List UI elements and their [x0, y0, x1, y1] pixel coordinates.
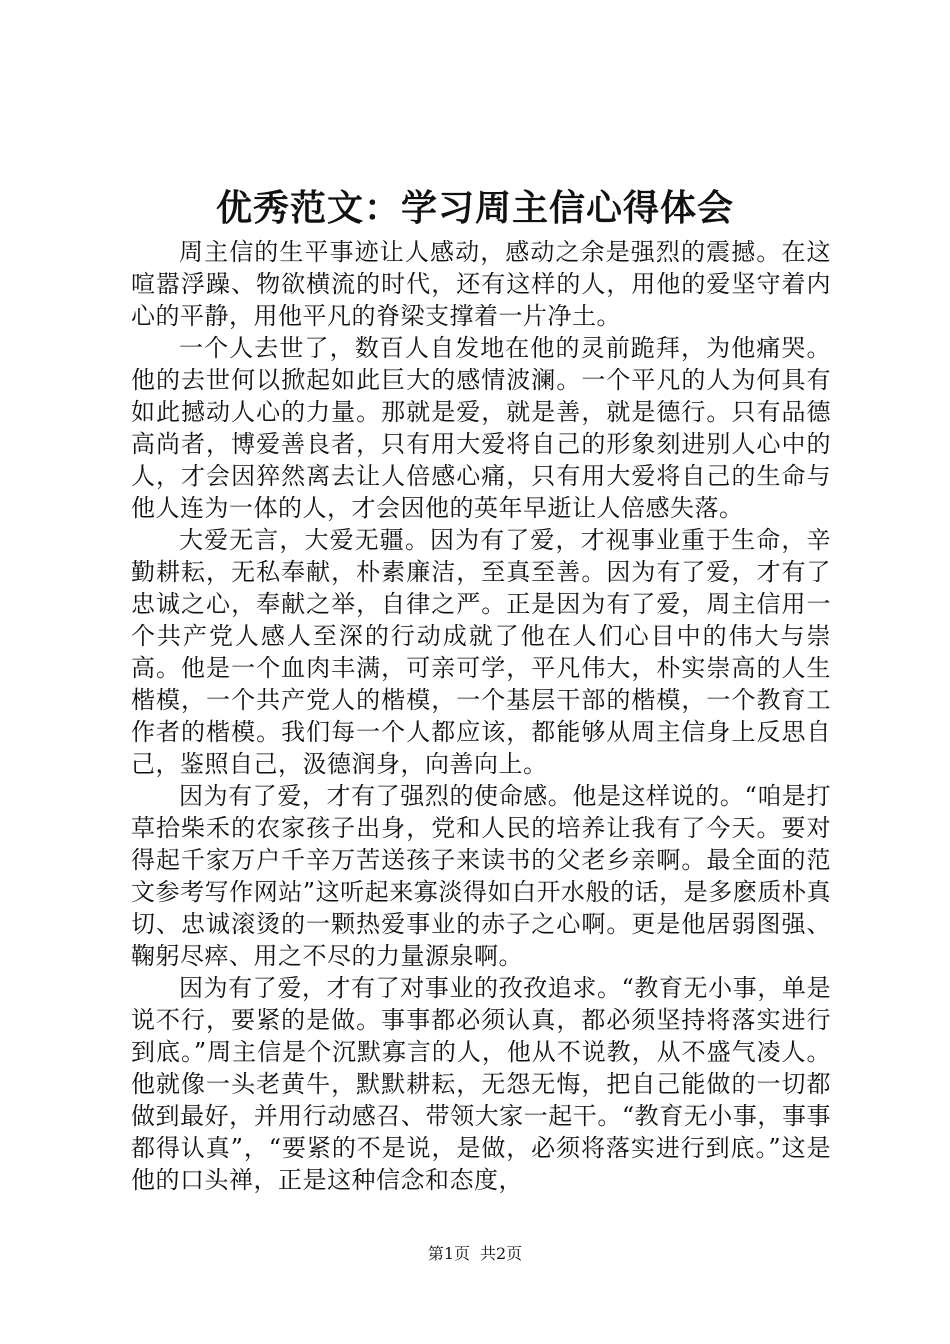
document-title: 优秀范文：学习周主信心得体会: [215, 187, 734, 229]
paragraph-5: 因为有了爱，才有了对事业的孜孜追求。“教育无小事，单是说不行，要紧的是做。事事都必须认真，都必须坚持将落实进行到底。”周主信是个沉默寡言的人，他从不说教，从不盛气凌人。他就像一头老黄牛，默默耕耘，无怨无悔，把自己能做的一切都做到最好，并用行动感召、带领大家一起干。“教育无小事，事事都得认真”，“要紧的不是说，是做，必须将落实进行到底。”这是他的口头禅，正是这种信念和态度，: [131, 974, 831, 1194]
paragraph-1: 周主信的生平事迹让人感动，感动之余是强烈的震撼。在这喧嚣浮躁、物欲横流的时代，还有这样的人，用他的爱坚守着内心的平静，用他平凡的脊梁支撑着一片净土。: [131, 238, 831, 330]
paragraph-3: 大爱无言，大爱无疆。因为有了爱，才视事业重于生命，辛勤耕耘，无私奉献，朴素廉洁，至真至善。因为有了爱，才有了忠诚之心，奉献之举，自律之严。正是因为有了爱，周主信用一个共产党人感人至深的行动成就了他在人们心目中的伟大与崇高。他是一个血肉丰满，可亲可学，平凡伟大，朴实崇高的人生楷模，一个共产党人的楷模，一个基层干部的楷模，一个教育工作者的楷模。我们每一个人都应该，都能够从周主信身上反思自己，鉴照自己，汲德润身，向善向上。: [131, 526, 831, 778]
page-footer: [0, 1243, 950, 1265]
page-total: 共2页: [480, 1244, 523, 1263]
page-number: 第1页: [427, 1244, 470, 1263]
paragraph-2: 一个人去世了，数百人自发地在他的灵前跪拜，为他痛哭。他的去世何以掀起如此巨大的感情波澜。一个平凡的人为何具有如此撼动人心的力量。那就是爱，就是善，就是德行。只有品德高尚者，博爱善良者，只有用大爱将自己的形象刻进别人心中的人，才会因猝然离去让人倍感心痛，只有用大爱将自己的生命与他人连为一体的人，才会因他的英年早逝让人倍感失落。: [131, 334, 831, 522]
document-body: [131, 236, 831, 1196]
paragraph-4: 因为有了爱，才有了强烈的使命感。他是这样说的。“咱是打草拾柴禾的农家孩子出身，党和人民的培养让我有了今天。要对得起千家万户千辛万苦送孩子来读书的父老乡亲啊。最全面的范文参考写作网站”这听起来寡淡得如白开水般的话，是多麽质朴真切、忠诚滚烫的一颗热爱事业的赤子之心啊。更是他居弱图强、鞠躬尽瘁、用之不尽的力量源泉啊。: [131, 782, 831, 970]
